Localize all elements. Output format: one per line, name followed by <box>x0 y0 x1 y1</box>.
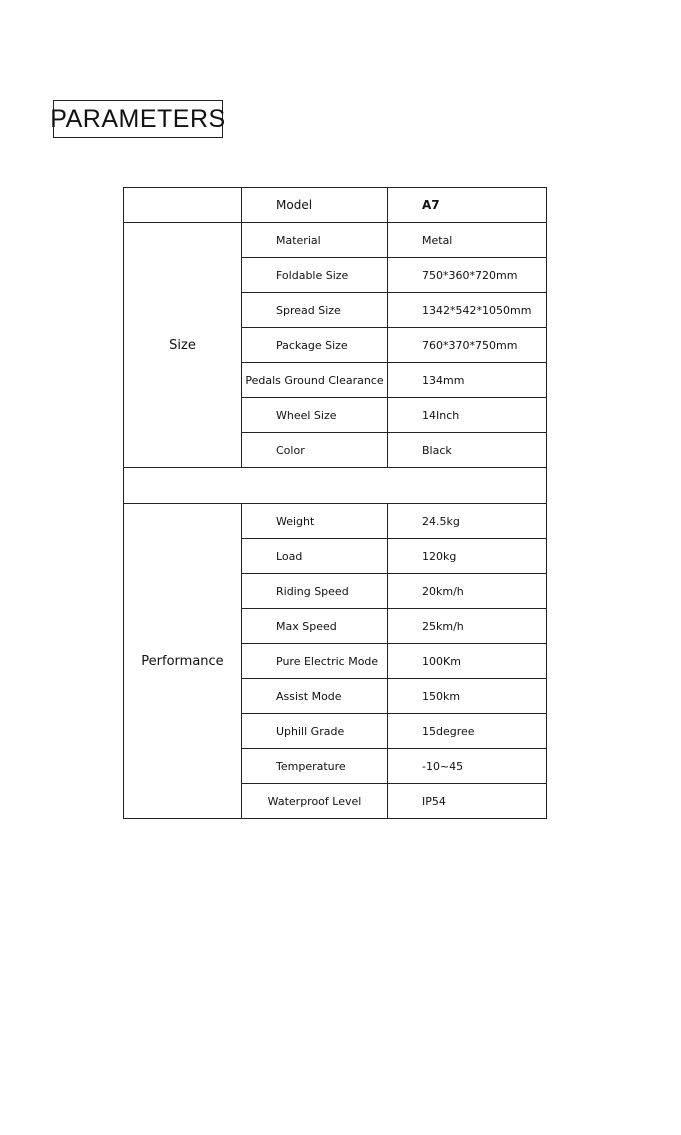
spec-value: 100Km <box>388 644 547 679</box>
spec-value: 25km/h <box>388 609 547 644</box>
empty-cell <box>124 188 242 223</box>
spec-value: -10~45 <box>388 749 547 784</box>
spec-label: Material <box>242 223 388 258</box>
spec-label: Foldable Size <box>242 258 388 293</box>
table-row-divider <box>124 468 547 504</box>
model-value: A7 <box>388 188 547 223</box>
spec-label: Package Size <box>242 328 388 363</box>
spec-label: Riding Speed <box>242 574 388 609</box>
model-label: Model <box>242 188 388 223</box>
page-title: PARAMETERS <box>50 104 226 133</box>
spec-label: Pedals Ground Clearance <box>242 363 388 398</box>
spec-value: Black <box>388 433 547 468</box>
spec-value: 760*370*750mm <box>388 328 547 363</box>
spec-label: Waterproof Level <box>242 784 388 819</box>
spec-label: Pure Electric Mode <box>242 644 388 679</box>
size-group-label: Size <box>124 223 242 468</box>
spec-value: 24.5kg <box>388 504 547 539</box>
parameters-heading-box <box>50 100 226 138</box>
spec-value: 1342*542*1050mm <box>388 293 547 328</box>
spec-value: 150km <box>388 679 547 714</box>
table-row <box>124 223 547 258</box>
spec-label: Spread Size <box>242 293 388 328</box>
spec-label: Max Speed <box>242 609 388 644</box>
spec-label: Uphill Grade <box>242 714 388 749</box>
performance-group-label: Performance <box>124 504 242 819</box>
spec-value: Metal <box>388 223 547 258</box>
spec-label: Wheel Size <box>242 398 388 433</box>
spec-label: Assist Mode <box>242 679 388 714</box>
empty-divider-cell <box>124 468 547 504</box>
spec-value: IP54 <box>388 784 547 819</box>
spec-label: Temperature <box>242 749 388 784</box>
spec-value: 20km/h <box>388 574 547 609</box>
spec-label: Weight <box>242 504 388 539</box>
spec-value: 14Inch <box>388 398 547 433</box>
spec-value: 134mm <box>388 363 547 398</box>
parameters-table <box>123 187 547 819</box>
spec-value: 15degree <box>388 714 547 749</box>
spec-value: 120kg <box>388 539 547 574</box>
table-row <box>124 504 547 539</box>
spec-label: Load <box>242 539 388 574</box>
spec-value: 750*360*720mm <box>388 258 547 293</box>
spec-label: Color <box>242 433 388 468</box>
table-row-model <box>124 188 547 223</box>
